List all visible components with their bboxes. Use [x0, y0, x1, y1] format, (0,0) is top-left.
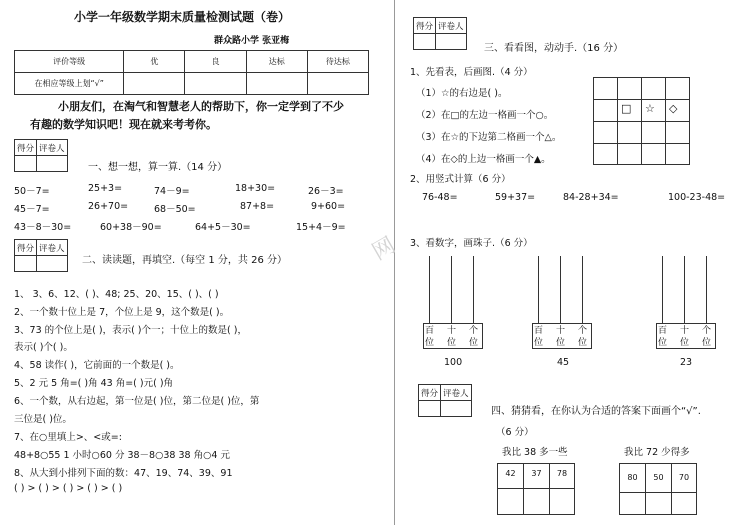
grade-header-3: 达标 — [246, 51, 307, 73]
grader-cell[interactable] — [441, 401, 472, 417]
option-cell — [523, 463, 550, 489]
place-ones: 个 — [469, 326, 479, 336]
score-label: 得分 — [15, 140, 37, 156]
place-hundreds: 百 — [534, 326, 544, 336]
section1-title: 一、想一想，算一算.（14 分） — [88, 162, 228, 173]
answer-cell[interactable] — [645, 492, 672, 515]
place-tens: 十 — [556, 326, 566, 336]
s2-line-5: 4、58 读作( )，它前面的一个数是( )。 — [14, 360, 180, 371]
grader-label: 评卷人 — [441, 385, 472, 401]
option-cell — [549, 463, 575, 489]
calc-1-3: 74－9= — [154, 186, 190, 197]
answer-cell[interactable] — [549, 488, 575, 515]
abacus-45[interactable] — [532, 256, 592, 356]
calc-3-1: 43－8－30= — [14, 222, 72, 233]
grader-cell[interactable] — [37, 156, 68, 172]
guess-left-label: 我比 38 多一些 — [502, 447, 568, 458]
abacus-rod — [684, 256, 685, 323]
grid-diamond-symbol: ◇ — [669, 102, 678, 115]
abacus-100[interactable] — [423, 256, 483, 356]
grade-table — [14, 50, 369, 95]
calc-2-3: 68－50= — [154, 204, 196, 215]
s2-line-10: 48+8○55 1 小时○60 分 38－8○38 38 角○4 元 — [14, 450, 230, 461]
s3-q1-item-2: （2）在□的左边一格画一个○。 — [416, 110, 554, 121]
option-value: 78 — [556, 469, 568, 478]
s2-line-6: 5、2 元 5 角=( )角 43 角=( )元( )角 — [14, 378, 174, 389]
place-sub: 位 — [702, 338, 712, 348]
s3-q1-item-4: （4）在◇的上边一格画一个▲。 — [416, 154, 551, 165]
place-hundreds: 百 — [425, 326, 435, 336]
option-value: 42 — [505, 469, 516, 478]
grade-header-0: 评价等级 — [15, 51, 124, 73]
place-sub: 位 — [534, 338, 544, 348]
score-cell[interactable] — [419, 401, 441, 417]
score-box-3 — [413, 17, 467, 50]
section4-points: （6 分） — [496, 427, 534, 438]
section3-title: 三、看看图，动动手.（16 分） — [484, 43, 624, 54]
s2-line-12: ( ) > ( ) > ( ) > ( ) > ( ) — [14, 483, 123, 494]
place-ones: 个 — [578, 326, 588, 336]
grade-cell[interactable] — [124, 73, 185, 95]
calc-3-2: 60+38－90= — [100, 222, 162, 233]
calc-2-2: 26+70= — [88, 201, 129, 212]
abacus-number-45: 45 — [557, 357, 570, 368]
grader-cell[interactable] — [37, 256, 68, 272]
place-tens: 十 — [680, 326, 690, 336]
calc-1-5: 26－3= — [308, 186, 344, 197]
s3-q2-item-2: 59+37= — [495, 192, 536, 203]
s3-q1-item-1: （1）☆的右边是( )。 — [416, 88, 508, 99]
grade-cell[interactable] — [307, 73, 368, 95]
score-label: 得分 — [419, 385, 441, 401]
score-cell[interactable] — [414, 34, 436, 50]
abacus-rod — [560, 256, 561, 323]
place-sub: 位 — [578, 338, 588, 348]
place-sub: 位 — [658, 338, 668, 348]
calc-1-4: 18+30= — [235, 183, 276, 194]
score-cell[interactable] — [15, 256, 37, 272]
place-sub: 位 — [680, 338, 690, 348]
place-sub: 位 — [469, 338, 479, 348]
page-title: 小学一年级数学期末质量检测试题（卷） — [74, 10, 291, 24]
option-value: 70 — [678, 473, 690, 482]
option-value: 80 — [627, 473, 638, 482]
s3-q2-item-3: 84-28+34= — [563, 192, 619, 203]
grid-star-symbol: ☆ — [645, 102, 655, 115]
abacus-rod — [451, 256, 452, 323]
option-cell — [671, 463, 697, 493]
option-value: 50 — [653, 473, 664, 482]
school-author: 群众路小学 张亚梅 — [214, 36, 290, 46]
place-sub: 位 — [447, 338, 457, 348]
calc-1-2: 25+3= — [88, 183, 123, 194]
abacus-rod — [538, 256, 539, 323]
score-box-1 — [14, 139, 68, 172]
abacus-rod — [582, 256, 583, 323]
abacus-rod — [429, 256, 430, 323]
s2-line-9: 7、在○里填上>、<或=: — [14, 432, 122, 443]
s2-line-11: 8、从大到小排列下面的数：47、19、74、39、91 — [14, 468, 233, 479]
grade-cell[interactable] — [185, 73, 246, 95]
option-cell — [645, 463, 672, 493]
grader-label: 评卷人 — [37, 140, 68, 156]
column-divider — [394, 0, 395, 525]
place-ones: 个 — [702, 326, 712, 336]
place-sub: 位 — [425, 338, 435, 348]
watermark: 网 — [368, 232, 400, 266]
grid-square-symbol: □ — [621, 102, 632, 115]
answer-cell[interactable] — [619, 492, 646, 515]
answer-cell[interactable] — [497, 488, 524, 515]
intro-line-2: 有趣的数学知识吧！现在就来考考你。 — [30, 118, 217, 131]
answer-cell[interactable] — [671, 492, 697, 515]
s3-q2-item-1: 76-48= — [422, 192, 458, 203]
grade-header-2: 良 — [185, 51, 246, 73]
guess-left-grid — [497, 463, 575, 515]
calc-2-5: 9+60= — [311, 201, 346, 212]
abacus-23[interactable] — [656, 256, 716, 356]
grader-cell[interactable] — [436, 34, 467, 50]
s3-q3-title: 3、看数字，画珠子.（6 分） — [410, 238, 533, 249]
grade-header-1: 优 — [124, 51, 185, 73]
grade-header-4: 待达标 — [307, 51, 368, 73]
s3-q1-item-3: （3）在☆的下边第二格画一个△。 — [416, 132, 562, 143]
grader-label: 评卷人 — [436, 18, 467, 34]
s2-line-4: 表示( )个( )。 — [14, 342, 73, 353]
calc-3-3: 64+5－30= — [195, 222, 251, 233]
guess-right-grid — [619, 463, 697, 515]
s3-q1-title: 1、先看表，后画图.（4 分） — [410, 67, 533, 78]
grade-cell[interactable] — [246, 73, 307, 95]
s2-line-1: 1、 3、6、12、( )、48; 25、20、15、( )、( ) — [14, 289, 219, 300]
score-box-4 — [418, 384, 472, 417]
calc-1-1: 50－7= — [14, 186, 50, 197]
calc-2-1: 45－7= — [14, 204, 50, 215]
abacus-rod — [473, 256, 474, 323]
score-cell[interactable] — [15, 156, 37, 172]
intro-line-1: 小朋友们，在淘气和智慧老人的帮助下，你一定学到了不少 — [58, 100, 344, 113]
grader-label: 评卷人 — [37, 240, 68, 256]
score-label: 得分 — [414, 18, 436, 34]
calc-3-4: 15+4－9= — [296, 222, 346, 233]
option-cell — [619, 463, 646, 493]
s2-line-3: 3、73 的个位上是( )，表示( )个一；十位上的数是( )， — [14, 325, 247, 336]
abacus-number-23: 23 — [680, 357, 693, 368]
answer-cell[interactable] — [523, 488, 550, 515]
abacus-number-100: 100 — [444, 357, 463, 368]
abacus-rod — [662, 256, 663, 323]
option-value: 37 — [531, 469, 542, 478]
place-sub: 位 — [556, 338, 566, 348]
symbol-grid[interactable] — [593, 77, 690, 165]
place-hundreds: 百 — [658, 326, 668, 336]
s3-q2-title: 2、用竖式计算（6 分） — [410, 174, 511, 185]
option-cell — [497, 463, 524, 489]
s3-q2-item-4: 100-23-48= — [668, 192, 726, 203]
s2-line-8: 三位是( )位。 — [14, 414, 72, 425]
place-tens: 十 — [447, 326, 457, 336]
s2-line-2: 2、一个数十位上是 7，个位上是 9，这个数是( )。 — [14, 307, 230, 318]
s2-line-7: 6、一个数，从右边起，第一位是( )位，第二位是( )位，第 — [14, 396, 260, 407]
score-label: 得分 — [15, 240, 37, 256]
symbol-grid-lines — [593, 77, 690, 165]
section4-title: 四、猜猜看，在你认为合适的答案下面画个“√”. — [491, 406, 701, 417]
calc-2-4: 87+8= — [240, 201, 275, 212]
guess-right-label: 我比 72 少得多 — [624, 447, 690, 458]
section2-title: 二、读读题，再填空.（每空 1 分，共 26 分） — [82, 255, 287, 266]
abacus-rod — [706, 256, 707, 323]
score-box-2 — [14, 239, 68, 272]
grade-row-label: 在相应等级上划“√” — [15, 73, 124, 95]
